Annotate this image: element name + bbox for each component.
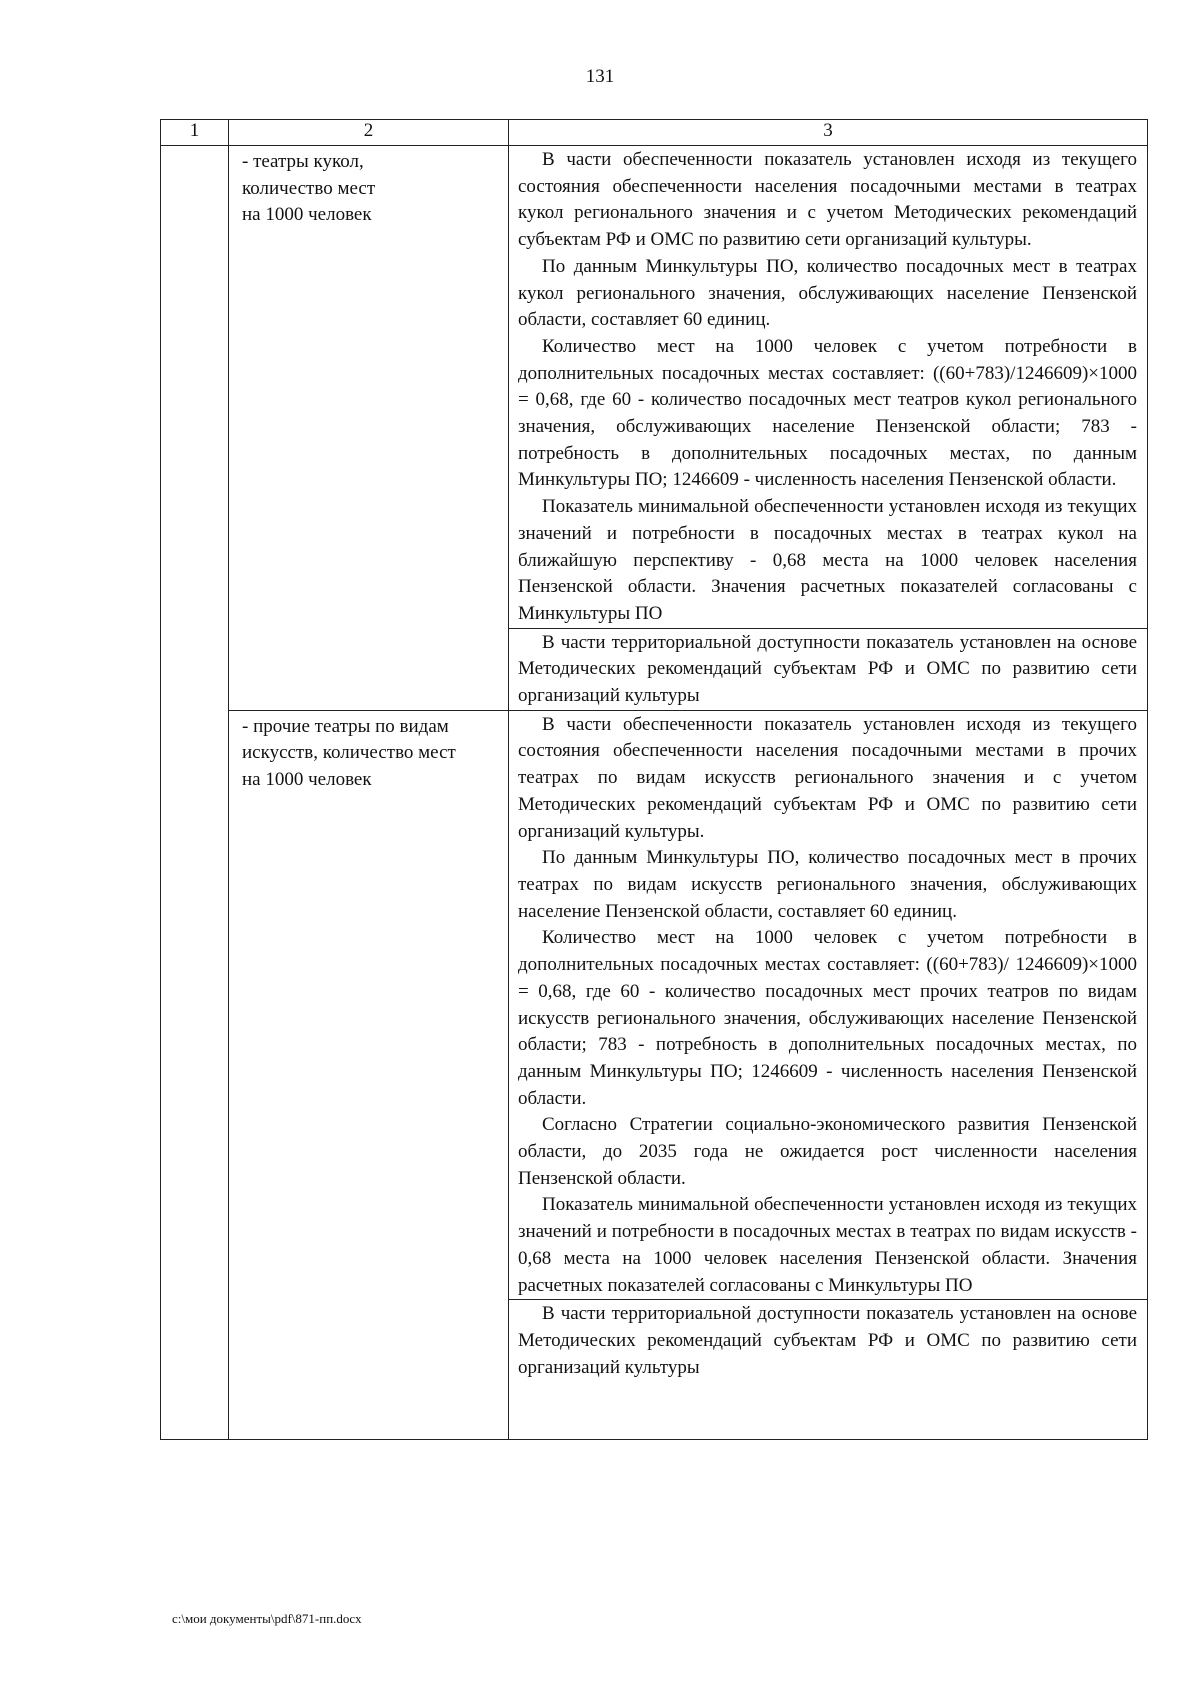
indicator-line: - театры кукол, xyxy=(242,151,364,172)
document-table xyxy=(160,119,1148,1440)
indicator-line: на 1000 человек xyxy=(242,769,372,791)
file-path-footer: c:\мои документы\pdf\871-пп.docx xyxy=(172,1611,362,1626)
provision-cell xyxy=(509,146,1148,629)
indicator-line: на 1000 человек xyxy=(242,204,372,226)
table-header-row xyxy=(161,120,1148,146)
paragraph: В части обеспеченности показатель установлен исходя из текущего состояния обеспеченности населения посадочными местами в театрах кукол регионального значения и с учетом Методических рекомендаций субъектам РФ и ОМС по развитию сети организаций культуры. xyxy=(518,149,1137,251)
header-col-1: 1 xyxy=(161,120,229,146)
table-row xyxy=(161,146,1148,629)
paragraph: В части территориальной доступности показатель установлен на основе Методических рекомендаций субъектам РФ и ОМС по развитию сети организаций культуры xyxy=(518,631,1137,707)
paragraph: В части обеспеченности показатель установлен исходя из текущего состояния обеспеченности населения посадочными местами в прочих театрах по видам искусств регионального значения и с учетом Методических рекомендаций субъектам РФ и ОМС по развитию сети организаций культуры. xyxy=(518,713,1137,842)
paragraph: По данным Минкультуры ПО, количество посадочных мест в театрах кукол регионального значения, обслуживающих население Пензенской области, составляет 60 единиц. xyxy=(518,255,1137,331)
indicator-line: - прочие театры по видам xyxy=(242,715,449,737)
indicator-line: количество мест xyxy=(242,177,376,199)
indicator-cell xyxy=(229,710,509,1440)
paragraph: По данным Минкультуры ПО, количество посадочных мест в прочих театрах по видам искусств регионального значения, обслуживающих население Пензенской области, составляет 60 единиц. xyxy=(518,847,1137,922)
paragraph: Показатель минимальной обеспеченности установлен исходя из текущих значений и потребности в посадочных местах в театрах по видам искусств - 0,68 места на 1000 человек населения Пензенской области. Значения расчетных показателей согласованы с Минкультуры ПО xyxy=(518,1194,1137,1296)
accessibility-cell xyxy=(509,628,1148,710)
table-row xyxy=(161,710,1148,1299)
indicator-line: искусств, количество мест xyxy=(242,742,456,764)
indicator-cell xyxy=(229,146,509,711)
page-number: 131 xyxy=(585,66,615,87)
paragraph: Показатель минимальной обеспеченности установлен исходя из текущих значений и потребности в посадочных местах в театрах кукол на ближайшую перспективу - 0,68 места на 1000 человек населения Пензенской области. Значения расчетных показателей согласованы с Минкультуры ПО xyxy=(518,496,1137,624)
accessibility-cell xyxy=(509,1300,1148,1440)
row-number-cell xyxy=(161,146,229,1440)
provision-cell xyxy=(509,710,1148,1299)
paragraph: В части территориальной доступности показатель установлен на основе Методических рекомендаций субъектам РФ и ОМС по развитию сети организаций культуры xyxy=(518,1303,1137,1378)
paragraph: Количество мест на 1000 человек с учетом потребности в дополнительных посадочных местах составляет: ((60+783)/1246609)×1000 = 0,68, где 60 - количество посадочных мест театров кукол регионального значения, обслуживающих население Пензенской области; 783 - потребность в дополнительных посадочных местах, по данным Минкультуры ПО; 1246609 - численность населения Пензенской области. xyxy=(518,335,1137,491)
header-col-2: 2 xyxy=(229,120,509,146)
header-col-3: 3 xyxy=(509,120,1148,146)
paragraph: Согласно Стратегии социально-экономического развития Пензенской области, до 2035 года не ожидается рост численности населения Пензенской области. xyxy=(518,1114,1137,1189)
paragraph: Количество мест на 1000 человек с учетом потребности в дополнительных посадочных местах составляет: ((60+783)/ 1246609)×1000 = 0,68, где 60 - количество посадочных мест прочих театров по видам искусств регионального значения, обслуживающих население Пензенской области; 783 - потребность в дополнительных посадочных местах, по данным Минкультуры ПО; 1246609 - численность населения Пензенской области. xyxy=(518,927,1137,1109)
